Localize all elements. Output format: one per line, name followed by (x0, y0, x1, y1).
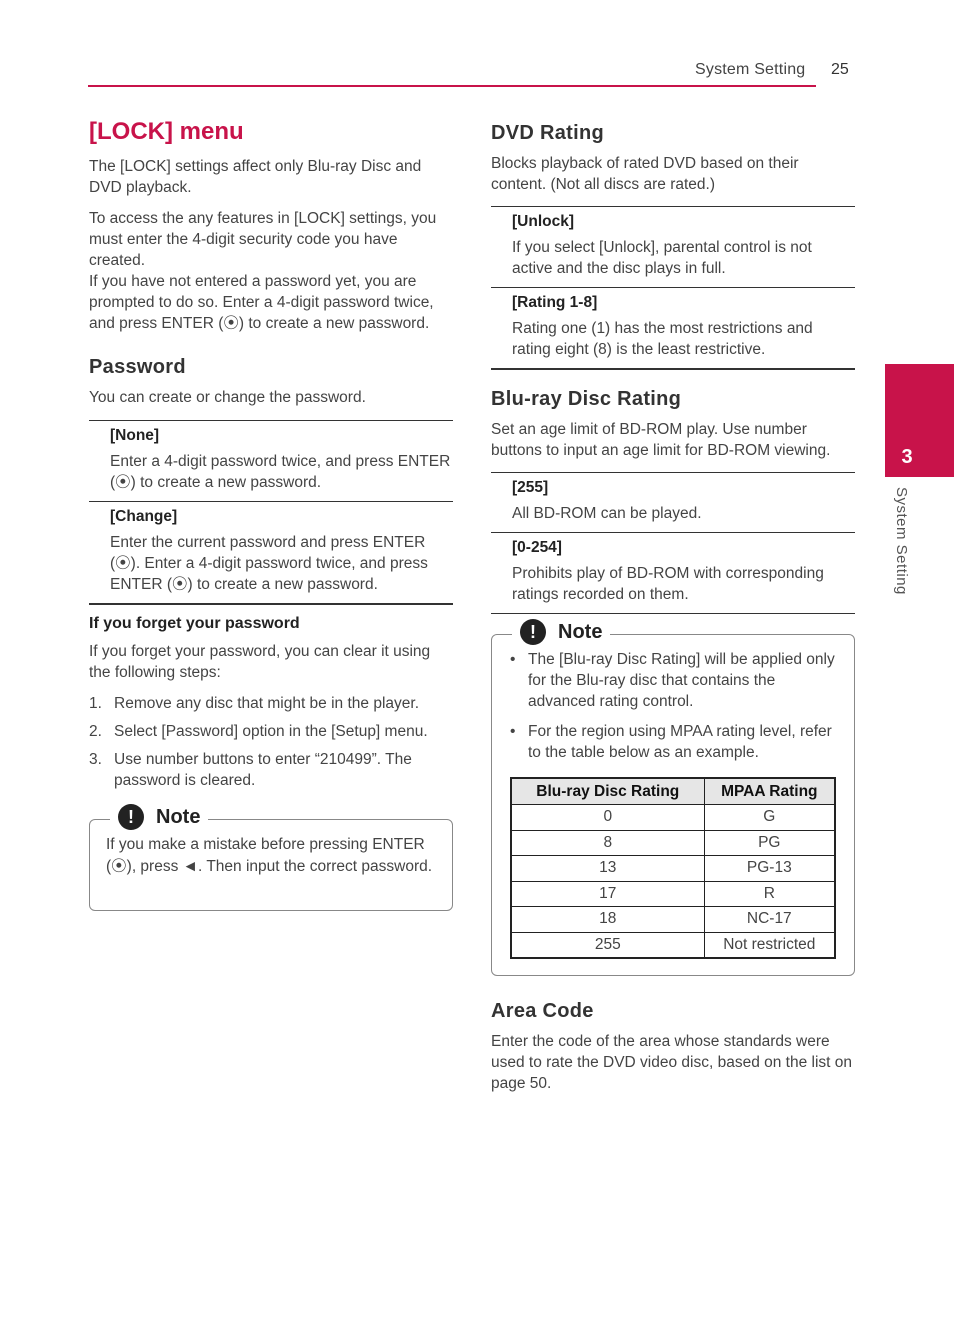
password-description: You can create or change the password. (89, 389, 366, 406)
page-number: 25 (831, 61, 849, 78)
area-code-description: Enter the code of the area whose standards were used to rate the DVD video disc, based on the list on page 50. (491, 1033, 853, 1092)
note-text: If you make a mistake before pressing ENTER (⦿), press ◄. Then input the correct password. (106, 836, 433, 875)
option-term: [Unlock] (512, 213, 574, 230)
area-code-heading: Area Code (491, 1000, 594, 1022)
note-title: Note (156, 805, 201, 828)
dvd-rating-heading: DVD Rating (491, 122, 604, 144)
table-cell: PG-13 (704, 856, 835, 882)
table-row (511, 932, 835, 958)
option-description: Rating one (1) has the most restrictions and rating eight (8) is the least restrictive. (512, 320, 813, 358)
option-term: [255] (512, 479, 549, 496)
list-item (89, 749, 453, 791)
bluray-rating-description: Set an age limit of BD-ROM play. Use number buttons to input an age limit for BD-ROM viewing. (491, 421, 831, 459)
step-text: Use number buttons to enter “210499”. The password is cleared. (114, 751, 412, 789)
table-cell: 13 (511, 856, 704, 882)
forget-password-heading: If you forget your password (89, 615, 300, 632)
table-row (511, 881, 835, 907)
right-column (491, 118, 855, 1104)
intro-paragraph-2: To access the any features in [LOCK] settings, you must enter the 4-digit security code you have created. (89, 210, 437, 269)
step-number: 2. (89, 723, 102, 740)
list-item (89, 693, 453, 714)
table-cell: 0 (511, 805, 704, 831)
intro-paragraph-3: If you have not entered a password yet, you are prompted to do so. Enter a 4-digit password twice, and press ENTER (⦿) to create a new password. (89, 273, 434, 332)
option-term: [Change] (110, 508, 178, 525)
table-header-row (511, 778, 835, 805)
note-title: Note (558, 620, 603, 643)
list-item (89, 721, 453, 742)
option-row (491, 287, 855, 370)
option-description: If you select [Unlock], parental control is not active and the disc plays in full. (512, 239, 812, 277)
table-cell: 255 (511, 932, 704, 958)
note-header (512, 619, 610, 645)
mpaa-rating-table (510, 777, 836, 959)
table-row (511, 805, 835, 831)
step-number: 1. (89, 695, 102, 712)
bullet-text: For the region using MPAA rating level, refer to the table below as an example. (528, 723, 832, 761)
left-column (89, 118, 453, 911)
password-options-table (89, 420, 453, 605)
table-cell: NC-17 (704, 907, 835, 933)
dvd-rating-options-table (491, 206, 855, 370)
table-cell: R (704, 881, 835, 907)
list-item (506, 721, 836, 763)
intro-paragraph-1: The [LOCK] settings affect only Blu-ray Disc and DVD playback. (89, 158, 422, 196)
forget-password-description: If you forget your password, you can clear it using the following steps: (89, 643, 431, 681)
step-text: Select [Password] option in the [Setup] menu. (114, 723, 428, 740)
table-cell: Not restricted (704, 932, 835, 958)
password-heading: Password (89, 356, 186, 378)
table-cell: 8 (511, 830, 704, 856)
option-row (491, 532, 855, 614)
option-description: Enter the current password and press ENTER (⦿). Enter a 4-digit password twice, and press ENTER (⦿) to create a new password. (110, 534, 428, 593)
option-description: All BD-ROM can be played. (512, 505, 702, 522)
table-row (511, 907, 835, 933)
chapter-label: System Setting (893, 487, 910, 595)
note-box (89, 805, 453, 911)
note-header (110, 804, 208, 830)
option-description: Prohibits play of BD-ROM with corresponding ratings recorded on them. (512, 565, 824, 603)
option-term: [None] (110, 427, 160, 444)
bluray-rating-heading: Blu-ray Disc Rating (491, 388, 682, 410)
table-cell: PG (704, 830, 835, 856)
option-row (491, 472, 855, 532)
list-item (506, 649, 836, 712)
bluray-rating-options-table (491, 472, 855, 614)
page-title: [LOCK] menu (89, 118, 244, 145)
table-cell: G (704, 805, 835, 831)
table-header-bd-rating: Blu-ray Disc Rating (511, 778, 704, 805)
note-bullets (506, 649, 836, 763)
exclamation-icon: ! (520, 619, 546, 645)
table-cell: 18 (511, 907, 704, 933)
option-term: [Rating 1-8] (512, 294, 598, 311)
option-term: [0-254] (512, 539, 562, 556)
dvd-rating-description: Blocks playback of rated DVD based on their content. (Not all discs are rated.) (491, 155, 799, 193)
option-description: Enter a 4-digit password twice, and press ENTER (⦿) to create a new password. (110, 453, 451, 491)
bullet-icon: • (510, 651, 516, 668)
table-row (511, 830, 835, 856)
option-row (89, 501, 453, 605)
table-header-mpaa-rating: MPAA Rating (704, 778, 835, 805)
option-row (89, 420, 453, 501)
forget-password-steps (89, 693, 453, 791)
chapter-number: 3 (901, 446, 913, 468)
header-section-title: System Setting (695, 61, 806, 78)
header-rule (88, 85, 816, 87)
option-row (491, 206, 855, 287)
bullet-icon: • (510, 723, 516, 740)
table-row (511, 856, 835, 882)
step-text: Remove any disc that might be in the player. (114, 695, 419, 712)
table-cell: 17 (511, 881, 704, 907)
step-number: 3. (89, 751, 102, 768)
bullet-text: The [Blu-ray Disc Rating] will be applied only for the Blu-ray disc that contains the advanced rating control. (528, 651, 835, 710)
exclamation-icon: ! (118, 804, 144, 830)
note-box (491, 620, 855, 976)
